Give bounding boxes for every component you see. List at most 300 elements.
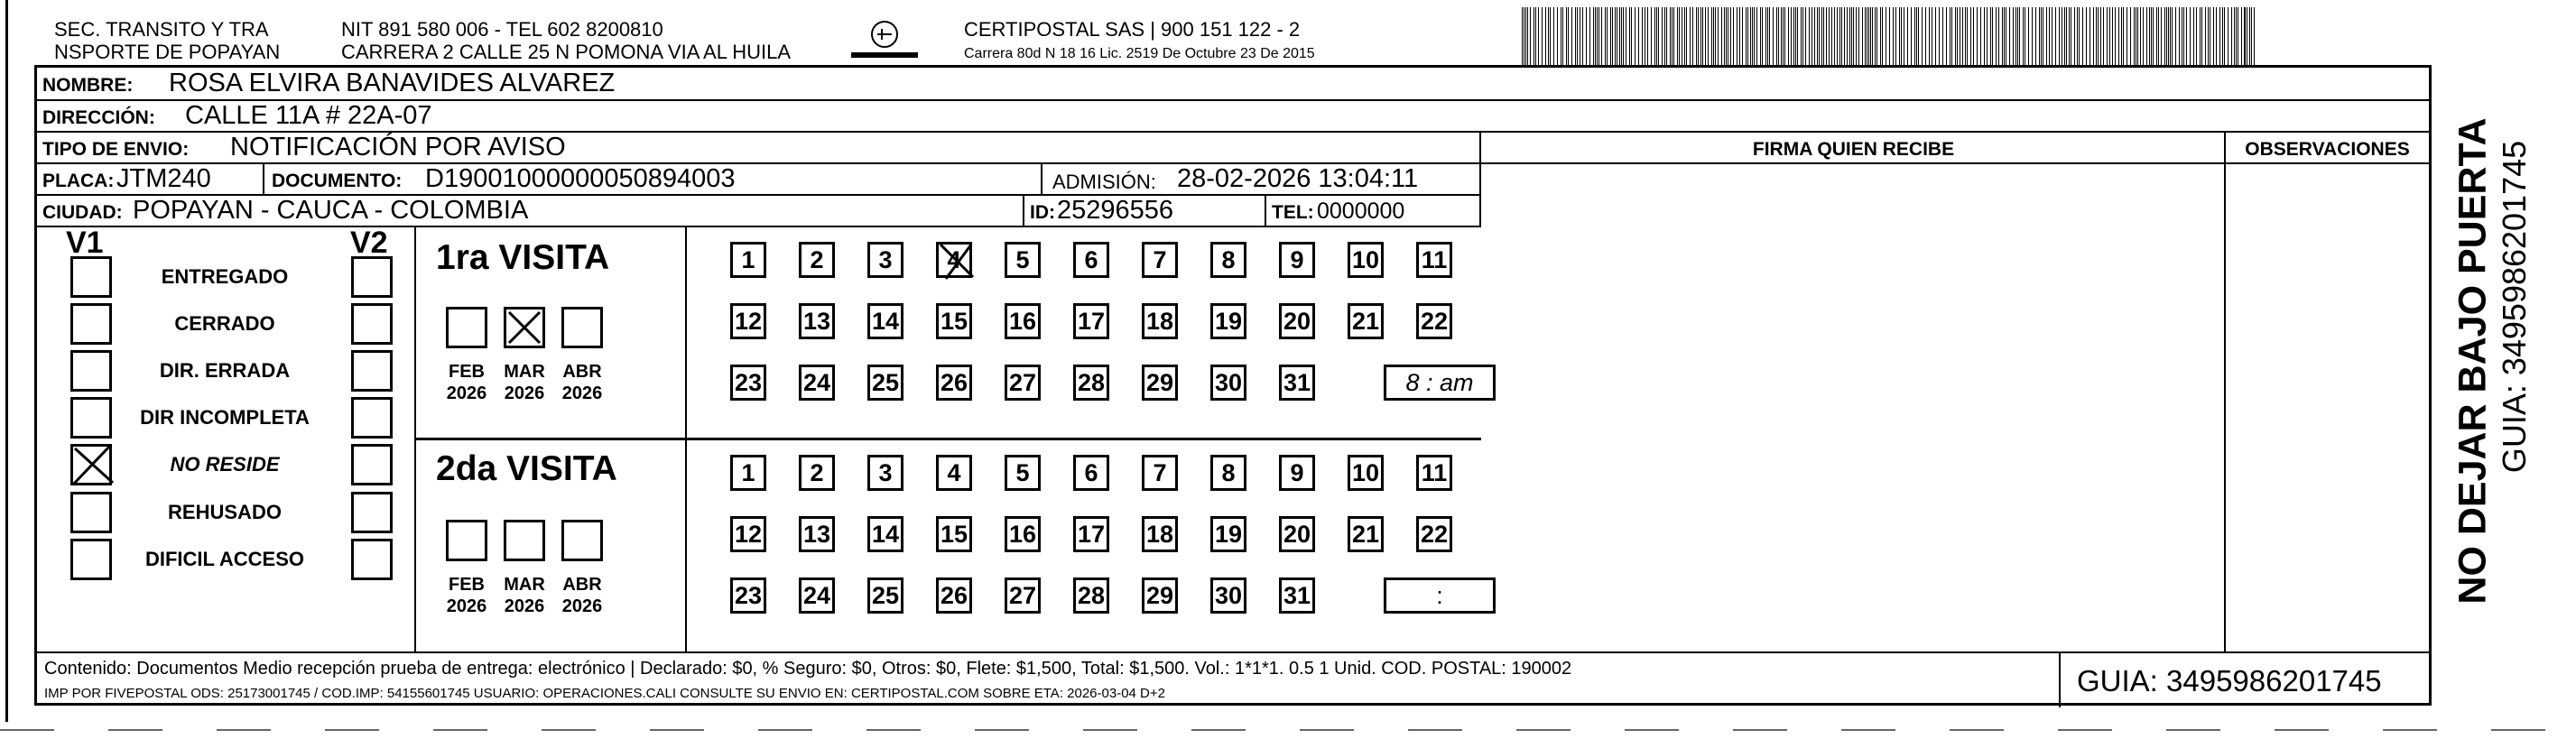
barcode-bar — [2143, 7, 2144, 67]
barcode-bar — [1708, 7, 1709, 67]
barcode-bar — [1939, 7, 1940, 67]
day-box[interactable] — [1073, 303, 1109, 339]
barcode-bar — [2137, 7, 2138, 67]
tipo-envio-label: TIPO DE ENVIO: — [42, 139, 190, 160]
day-box[interactable] — [1279, 577, 1315, 614]
tipo-envio-value: NOTIFICACIÓN POR AVISO — [230, 133, 566, 162]
day-number: 11 — [1421, 245, 1448, 273]
barcode-bar — [1765, 7, 1766, 67]
barcode-bar — [1946, 7, 1947, 67]
time-box[interactable] — [1384, 365, 1496, 401]
year-label: 2026 — [504, 383, 545, 403]
barcode-bar — [2200, 7, 2201, 67]
day-number: 5 — [1015, 245, 1030, 273]
barcode-bar — [1621, 7, 1622, 67]
day-box[interactable] — [867, 577, 903, 614]
barcode-bar — [1784, 7, 1785, 67]
barcode-bar — [1965, 7, 1966, 67]
v2-checkbox[interactable] — [351, 397, 393, 439]
barcode-bar — [1550, 7, 1551, 67]
barcode-bar — [1862, 7, 1863, 67]
barcode-bar — [1809, 7, 1810, 67]
barcode-bar — [2249, 7, 2250, 67]
barcode-bar — [1664, 7, 1665, 67]
barcode-bar — [1535, 7, 1536, 67]
barcode-bar — [2059, 7, 2060, 67]
v2-checkbox[interactable] — [351, 444, 393, 485]
barcode-bar — [1942, 7, 1943, 67]
barcode-bar — [1586, 7, 1587, 67]
day-box[interactable] — [1210, 455, 1246, 491]
time-box[interactable] — [1384, 577, 1496, 614]
documento-value: D19001000000050894003 — [425, 164, 736, 193]
day-box[interactable] — [1005, 365, 1041, 401]
barcode-bar — [1984, 7, 1985, 67]
sender-address: CARRERA 2 CALLE 25 N POMONA VIA AL HUILA — [341, 41, 792, 63]
day-box[interactable] — [1279, 365, 1315, 401]
month-label: ABR — [562, 362, 602, 382]
barcode-bar — [2074, 7, 2075, 67]
barcode-bar — [1672, 7, 1673, 67]
direccion-label: DIRECCIÓN: — [42, 107, 155, 128]
day-box[interactable] — [1005, 455, 1041, 491]
v2-checkbox[interactable] — [351, 539, 393, 580]
barcode-bar — [2241, 7, 2242, 67]
month-checkbox[interactable] — [504, 307, 545, 348]
day-box[interactable] — [799, 242, 835, 278]
barcode-bar — [1679, 7, 1680, 67]
day-box[interactable] — [936, 516, 972, 552]
barcode-bar — [2179, 7, 2180, 67]
sender-name-line2: NSPORTE DE POPAYAN — [54, 41, 281, 63]
day-box[interactable] — [1210, 303, 1246, 339]
barcode-bar — [1750, 7, 1751, 67]
barcode-bar — [1589, 7, 1590, 67]
day-number: 2 — [810, 245, 824, 273]
day-number: 10 — [1351, 458, 1380, 486]
delivery-form — [34, 65, 2432, 706]
barcode-bar — [2251, 7, 2252, 67]
barcode-bar — [2224, 7, 2225, 67]
side-text — [2442, 108, 2541, 614]
firma-header — [1481, 133, 2226, 164]
barcode-bar — [1629, 7, 1630, 67]
day-number: 21 — [1351, 520, 1380, 548]
month-label: MAR — [504, 362, 545, 382]
barcode-bar — [1793, 7, 1794, 67]
observaciones-area[interactable] — [2226, 164, 2429, 651]
row-nombre — [37, 68, 2429, 101]
v1-checkbox[interactable] — [70, 303, 112, 345]
barcode-bar — [1962, 7, 1963, 67]
day-box[interactable] — [1416, 242, 1452, 278]
day-number: 28 — [1077, 368, 1106, 396]
barcode-bar — [2002, 7, 2003, 67]
barcode-bar — [1907, 7, 1908, 67]
barcode-bar — [1817, 7, 1818, 67]
day-number: 25 — [871, 581, 900, 609]
barcode-bar — [1911, 7, 1912, 67]
day-box[interactable] — [936, 365, 972, 401]
barcode-bar — [2172, 7, 2173, 67]
barcode-bar — [1987, 7, 1988, 67]
day-number: 9 — [1290, 458, 1304, 486]
day-box[interactable] — [936, 455, 972, 491]
barcode-bar — [1814, 7, 1815, 67]
day-box[interactable] — [1142, 303, 1178, 339]
barcode-bar — [1577, 7, 1578, 67]
barcode-bar — [1895, 7, 1896, 67]
day-number: 6 — [1084, 458, 1098, 486]
barcode-bar — [1839, 7, 1840, 67]
barcode-bar — [1876, 7, 1877, 67]
barcode-bar — [1662, 7, 1663, 67]
barcode-bar — [2121, 7, 2122, 67]
row-placa — [37, 164, 1481, 196]
visit2-title: 2da VISITA — [436, 449, 617, 488]
barcode-bar — [1666, 7, 1667, 67]
barcode-bar — [1525, 7, 1526, 67]
barcode-bar — [1998, 7, 1999, 67]
day-number: 18 — [1145, 520, 1174, 548]
day-box[interactable] — [1210, 242, 1246, 278]
day-box[interactable] — [730, 516, 766, 552]
day-box[interactable] — [1279, 516, 1315, 552]
day-number: 30 — [1214, 581, 1243, 609]
barcode-bar — [2183, 7, 2184, 67]
barcode-bar — [2201, 7, 2202, 67]
day-box[interactable] — [1210, 577, 1246, 614]
day-box[interactable] — [730, 242, 766, 278]
v1-checkbox[interactable] — [70, 444, 112, 485]
barcode-bar — [1527, 7, 1528, 67]
observaciones-header — [2226, 133, 2429, 164]
day-box[interactable] — [799, 455, 835, 491]
barcode-bar — [1922, 7, 1923, 67]
barcode-bar — [1557, 7, 1558, 67]
barcode-bar — [2216, 7, 2217, 67]
month-checkbox[interactable] — [446, 307, 487, 348]
placa-label: PLACA: — [42, 171, 115, 191]
barcode-bar — [1593, 7, 1594, 67]
barcode-bar — [1597, 7, 1598, 67]
barcode-bar — [1795, 7, 1796, 67]
barcode-bar — [1996, 7, 1997, 67]
v2-checkbox[interactable] — [351, 350, 393, 392]
day-box[interactable] — [1416, 455, 1452, 491]
month-checkbox[interactable] — [561, 307, 603, 348]
barcode-bar — [2153, 7, 2154, 67]
day-box[interactable] — [1348, 516, 1384, 552]
day-box[interactable] — [799, 365, 835, 401]
day-number: 4 — [947, 458, 961, 486]
barcode-bar — [1805, 7, 1806, 67]
barcode-bar — [1801, 7, 1802, 67]
carrier-name: CERTIPOSTAL SAS | 900 151 122 - 2 — [964, 18, 1301, 41]
barcode-bar — [2186, 7, 2187, 67]
day-box[interactable] — [730, 455, 766, 491]
day-box[interactable] — [936, 577, 972, 614]
barcode-bar — [1791, 7, 1792, 67]
barcode-bar — [1849, 7, 1850, 67]
ciudad-value: POPAYAN - CAUCA - COLOMBIA — [133, 196, 529, 225]
barcode-bar — [1783, 7, 1784, 67]
day-box[interactable] — [936, 242, 972, 278]
barcode-bar — [1530, 7, 1531, 67]
footer — [37, 651, 2429, 706]
month-checkbox[interactable] — [446, 520, 487, 561]
barcode-bar — [1929, 7, 1930, 67]
carrier-address: Carrera 80d N 18 16 Lic. 2519 De Octubre 23 De 2015 — [964, 46, 1315, 61]
year-label: 2026 — [561, 596, 603, 616]
day-number: 8 — [1221, 245, 1236, 273]
barcode-bar — [2151, 7, 2152, 67]
barcode-bar — [2041, 7, 2042, 67]
barcode-bar — [1686, 7, 1687, 67]
day-number: 31 — [1283, 368, 1311, 396]
barcode-bar — [1702, 7, 1703, 67]
barcode-bar — [2130, 7, 2131, 67]
day-box[interactable] — [1210, 516, 1246, 552]
barcode-bar — [1844, 7, 1845, 67]
barcode-bar — [2168, 7, 2169, 67]
barcode-bar — [1726, 7, 1727, 67]
day-box[interactable] — [1005, 303, 1041, 339]
barcode-bar — [1778, 7, 1779, 67]
check-x-icon — [504, 307, 545, 348]
barcode-bar — [2149, 7, 2150, 67]
day-number: 28 — [1077, 581, 1106, 609]
status-option-label: CERRADO — [174, 312, 275, 335]
barcode-bar — [1951, 7, 1952, 67]
day-number: 20 — [1283, 520, 1311, 548]
barcode-bar — [1610, 7, 1611, 67]
day-number: 19 — [1214, 307, 1243, 335]
row-ciudad — [37, 196, 1481, 227]
footer-guia-box — [2059, 653, 2429, 707]
barcode-bar — [1851, 7, 1852, 67]
barcode-bar — [1756, 7, 1757, 67]
day-box[interactable] — [1005, 516, 1041, 552]
barcode-bar — [1889, 7, 1890, 67]
day-box[interactable] — [1348, 242, 1384, 278]
v1-checkbox[interactable] — [70, 350, 112, 392]
v2-checkbox[interactable] — [351, 256, 393, 298]
day-box[interactable] — [1348, 455, 1384, 491]
day-box[interactable] — [799, 577, 835, 614]
day-number: 3 — [878, 458, 893, 486]
barcode-bar — [1754, 7, 1755, 67]
barcode-bar — [1739, 7, 1740, 67]
barcode-bar — [1802, 7, 1803, 67]
barcode-bar — [2077, 7, 2078, 67]
barcode-bar — [2098, 7, 2099, 67]
barcode-bar — [1742, 7, 1743, 67]
v1-checkbox[interactable] — [70, 492, 112, 533]
sender-name-line1: SEC. TRANSITO Y TRA — [54, 18, 269, 41]
day-box[interactable] — [1279, 303, 1315, 339]
day-box[interactable] — [730, 365, 766, 401]
barcode-bar — [1955, 7, 1956, 67]
v1-checkbox[interactable] — [70, 539, 112, 580]
barcode-bar — [2213, 7, 2214, 67]
day-number: 14 — [871, 520, 900, 548]
day-number: 31 — [1283, 581, 1311, 609]
barcode-bar — [1973, 7, 1974, 67]
barcode-bar — [1829, 7, 1830, 67]
month-checkbox[interactable] — [504, 520, 545, 561]
barcode-bar — [2222, 7, 2223, 67]
year-label: 2026 — [446, 596, 487, 616]
v1-checkbox[interactable] — [70, 256, 112, 298]
barcode-bar — [1568, 7, 1569, 67]
barcode-bar — [1899, 7, 1900, 67]
day-number: 12 — [734, 520, 763, 548]
barcode-bar — [1598, 7, 1599, 67]
day-number: 25 — [871, 368, 900, 396]
barcode-bar — [1619, 7, 1620, 67]
day-box[interactable] — [799, 516, 835, 552]
barcode-bar — [2064, 7, 2065, 67]
day-box[interactable] — [867, 303, 903, 339]
id-divider — [1023, 196, 1024, 227]
barcode-bar — [2208, 7, 2209, 67]
v1-label: V1 — [66, 226, 104, 260]
v1-checkbox[interactable] — [70, 397, 112, 439]
day-box[interactable] — [1416, 516, 1452, 552]
day-number: 11 — [1421, 458, 1448, 486]
day-box[interactable] — [1142, 365, 1178, 401]
month-label: FEB — [449, 575, 485, 595]
day-box[interactable] — [1073, 242, 1109, 278]
barcode-bar — [2158, 7, 2159, 67]
barcode-bar — [1582, 7, 1583, 67]
barcode-bar — [2161, 7, 2162, 67]
day-box[interactable] — [1210, 365, 1246, 401]
day-number: 5 — [1015, 458, 1030, 486]
day-box[interactable] — [1348, 303, 1384, 339]
month-label: MAR — [504, 575, 545, 595]
visit1-panel — [416, 227, 687, 440]
barcode-bar — [1831, 7, 1832, 67]
barcode-bar — [1762, 7, 1763, 67]
day-box[interactable] — [1416, 303, 1452, 339]
barcode-bar — [1692, 7, 1693, 67]
day-box[interactable] — [1073, 455, 1109, 491]
barcode-bar — [1925, 7, 1926, 67]
barcode-bar — [1747, 7, 1748, 67]
barcode-bar — [1698, 7, 1699, 67]
day-number: 3 — [878, 245, 893, 273]
id-value: 25296556 — [1057, 196, 1174, 225]
day-box[interactable] — [1142, 516, 1178, 552]
month-label: ABR — [562, 575, 602, 595]
footer-guia: GUIA: 3495986201745 — [2077, 664, 2382, 697]
barcode-bar — [2086, 7, 2087, 67]
day-number: 24 — [802, 368, 831, 396]
firma-label: FIRMA QUIEN RECIBE — [1752, 139, 1955, 160]
day-box[interactable] — [936, 303, 972, 339]
day-box[interactable] — [1142, 242, 1178, 278]
barcode-bar — [1658, 7, 1659, 67]
day-box[interactable] — [1142, 577, 1178, 614]
barcode-bar — [2100, 7, 2101, 67]
row-tipo-envio — [37, 133, 1481, 164]
day-number: 13 — [802, 520, 831, 548]
day-number: 22 — [1420, 307, 1449, 335]
barcode-bar — [2164, 7, 2165, 67]
barcode-bar — [2015, 7, 2016, 67]
documento-label: DOCUMENTO: — [272, 171, 403, 191]
day-box[interactable] — [1005, 242, 1041, 278]
barcode-bar — [1856, 7, 1857, 67]
day-box[interactable] — [1279, 455, 1315, 491]
day-box[interactable] — [867, 242, 903, 278]
day-box[interactable] — [867, 516, 903, 552]
year-label: 2026 — [446, 383, 487, 403]
barcode-bar — [1880, 7, 1881, 67]
visit2-calendar — [687, 440, 1481, 651]
v2-checkbox[interactable] — [351, 303, 393, 345]
status-option-label: DIR INCOMPLETA — [140, 406, 310, 429]
barcode-bar — [1875, 7, 1876, 67]
firma-area[interactable] — [1481, 164, 2226, 651]
footer-line2: IMP POR FIVEPOSTAL ODS: 25173001745 / COD.IMP: 54155601745 USUARIO: OPERACIONES.CALI CONSULTE SU ENVIO EN: CERTIPOSTAL.COM SOBRE ETA: 2026-03-04 D+2 — [44, 686, 1165, 701]
tel-label: TEL: — [1272, 202, 1314, 223]
barcode-bar — [2228, 7, 2229, 67]
top-barcode — [1522, 7, 2258, 67]
day-box[interactable] — [730, 303, 766, 339]
day-number: 20 — [1283, 307, 1311, 335]
barcode-bar — [1990, 7, 1991, 67]
day-number: 22 — [1420, 520, 1449, 548]
barcode-bar — [2175, 7, 2176, 67]
barcode-bar — [1690, 7, 1691, 67]
bottom-cut-line — [0, 729, 2576, 731]
barcode-bar — [1893, 7, 1894, 67]
day-number: 7 — [1153, 245, 1167, 273]
barcode-bar — [2109, 7, 2110, 67]
day-number: 24 — [802, 581, 831, 609]
barcode-bar — [1797, 7, 1798, 67]
day-number: 12 — [734, 307, 763, 335]
barcode-bar — [2193, 7, 2194, 67]
day-box[interactable] — [1279, 242, 1315, 278]
barcode-bar — [1601, 7, 1602, 67]
barcode-bar — [2115, 7, 2116, 67]
barcode-bar — [1575, 7, 1576, 67]
v2-checkbox[interactable] — [351, 492, 393, 533]
barcode-bar — [1730, 7, 1731, 67]
barcode-bar — [1542, 7, 1543, 67]
day-box[interactable] — [1073, 516, 1109, 552]
day-number: 9 — [1290, 245, 1304, 273]
barcode-bar — [2049, 7, 2050, 67]
day-box[interactable] — [1073, 365, 1109, 401]
day-box[interactable] — [1073, 577, 1109, 614]
day-box[interactable] — [1005, 577, 1041, 614]
day-box[interactable] — [799, 303, 835, 339]
day-box[interactable] — [730, 577, 766, 614]
day-number: 23 — [734, 581, 763, 609]
day-box[interactable] — [867, 455, 903, 491]
day-box[interactable] — [867, 365, 903, 401]
barcode-bar — [1612, 7, 1613, 67]
barcode-bar — [2093, 7, 2094, 67]
time-value: 8 : am — [1405, 368, 1474, 396]
month-checkbox[interactable] — [561, 520, 603, 561]
day-box[interactable] — [1142, 455, 1178, 491]
